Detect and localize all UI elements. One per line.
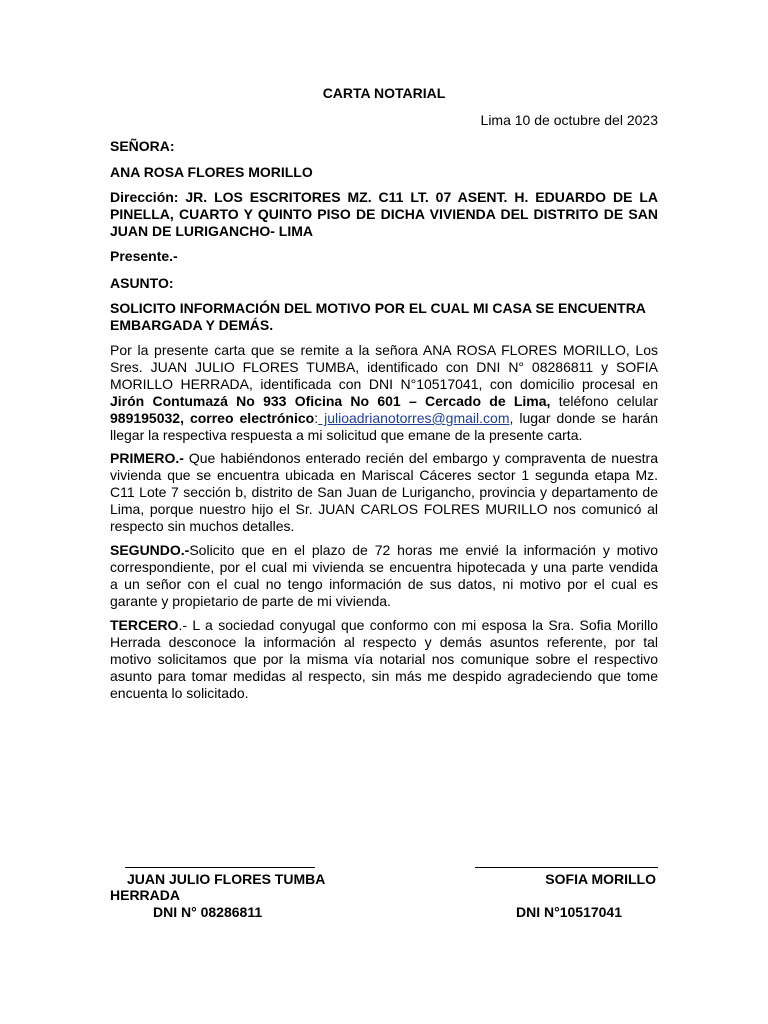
paragraph-line: Lima, porque nuestro hijo el Sr. JUAN CARLOS FOLRES MURILLO nos comunicó al bbox=[110, 501, 658, 517]
tercero-paragraph bbox=[110, 617, 658, 702]
paragraph-line bbox=[110, 450, 658, 467]
asunto-line: SOLICITO INFORMACIÓN DEL MOTIVO POR EL CUAL MI CASA SE ENCUENTRA bbox=[110, 300, 646, 316]
paragraph-line: C11 Lote 7 sección b, distrito de San Juan de Lurigancho, provincia y departamento de bbox=[110, 484, 658, 500]
segundo-label: SEGUNDO.- bbox=[110, 542, 190, 558]
recipient-name: ANA ROSA FLORES MORILLO bbox=[110, 164, 313, 180]
primero-paragraph bbox=[110, 450, 658, 535]
paragraph-line: motivo solicitamos que por la misma vía notarial nos comunique sobre el respectivo bbox=[110, 651, 658, 667]
procesal-address: Jirón Contumazá No 933 Oficina No 601 – Cercado de Lima, bbox=[110, 393, 551, 409]
paragraph-line: Herrada desconoce la información al respecto y demás asuntos referente, por tal bbox=[110, 634, 658, 650]
recipient-address bbox=[110, 189, 658, 240]
signer-dni-left: DNI N° 08286811 bbox=[153, 904, 263, 920]
asunto-text bbox=[110, 300, 658, 334]
signer-name-right: SOFIA MORILLO bbox=[545, 871, 656, 887]
paragraph-line bbox=[110, 393, 658, 410]
primero-label: PRIMERO.- bbox=[110, 450, 184, 466]
paragraph-line: MORILLO HERRADA, identificada con DNI N°10517041, con domicilio procesal en bbox=[110, 376, 658, 392]
signature-line-right bbox=[475, 867, 658, 868]
intro-paragraph bbox=[110, 342, 658, 444]
salutation: SEÑORA: bbox=[110, 138, 175, 154]
paragraph-line bbox=[110, 617, 658, 634]
paragraph-line: vivienda que se encuentra ubicada en Mariscal Cáceres sector 1 segunda etapa Mz. bbox=[110, 467, 658, 483]
paragraph-line: Por la presente carta que se remite a la señora ANA ROSA FLORES MORILLO, Los bbox=[110, 342, 658, 358]
signer-name-left: JUAN JULIO FLORES TUMBA bbox=[127, 871, 326, 887]
phone-label: teléfono celular bbox=[550, 393, 659, 409]
paragraph-line: asunto para tomar medidas al respecto, sin más me despido agradeciendo que tome bbox=[110, 668, 658, 684]
letter-date: Lima 10 de octubre del 2023 bbox=[480, 112, 658, 128]
signer-name-right-overflow: HERRADA bbox=[110, 887, 180, 903]
phone-email-label: 989195032, correo electrónico bbox=[110, 410, 315, 426]
paragraph-line: encuenta lo solicitado. bbox=[110, 685, 249, 701]
paragraph-text: Solicito que en el plazo de 72 horas me envié la información y motivo bbox=[189, 542, 658, 558]
address-line: Dirección: JR. LOS ESCRITORES MZ. C11 LT. 07 ASENT. H. EDUARDO DE LA bbox=[110, 189, 658, 205]
paragraph-text: , lugar donde se harán bbox=[509, 410, 658, 426]
paragraph-line: llegar la respectiva respuesta a mi solicitud que emane de la presente carta. bbox=[110, 427, 583, 443]
signer-dni-right: DNI N°10517041 bbox=[516, 904, 622, 920]
tercero-label: TERCERO bbox=[110, 617, 179, 633]
paragraph-text: Que habiéndonos enterado recién del embargo y compraventa de nuestra bbox=[183, 450, 658, 466]
signature-line-left bbox=[125, 867, 315, 868]
colon: : bbox=[314, 410, 319, 426]
paragraph-line: a un señor con el cual no tengo información de sus datos, ni motivo por el cual es bbox=[110, 576, 658, 592]
address-line: JUAN DE LURIGANCHO- LIMA bbox=[110, 223, 313, 239]
asunto-label: ASUNTO: bbox=[110, 275, 174, 291]
paragraph-line: Sres. JUAN JULIO FLORES TUMBA, identificado con DNI N° 08286811 y SOFIA bbox=[110, 359, 658, 375]
presente-label: Presente.- bbox=[110, 248, 178, 264]
segundo-paragraph bbox=[110, 542, 658, 610]
letter-title: CARTA NOTARIAL bbox=[322, 85, 446, 101]
paragraph-line bbox=[110, 410, 658, 427]
paragraph-line: respecto sin muchos detalles. bbox=[110, 518, 295, 534]
paragraph-line: garante y propietario de parte de mi vivienda. bbox=[110, 593, 391, 609]
address-line: PINELLA, CUARTO Y QUINTO PISO DE DICHA VIVIENDA DEL DISTRITO DE SAN bbox=[110, 206, 658, 222]
paragraph-line bbox=[110, 542, 658, 559]
paragraph-text: .- L a sociedad conyugal que conformo con mi esposa la Sra. Sofia Morillo bbox=[178, 617, 658, 633]
paragraph-line: correspondiente, por el cual mi vivienda se encuentra hipotecada y una parte vendida bbox=[110, 559, 658, 575]
asunto-line: EMBARGADA Y DEMÁS. bbox=[110, 317, 274, 333]
email-link[interactable]: julioadrianotorres@gmail.com bbox=[318, 410, 510, 426]
